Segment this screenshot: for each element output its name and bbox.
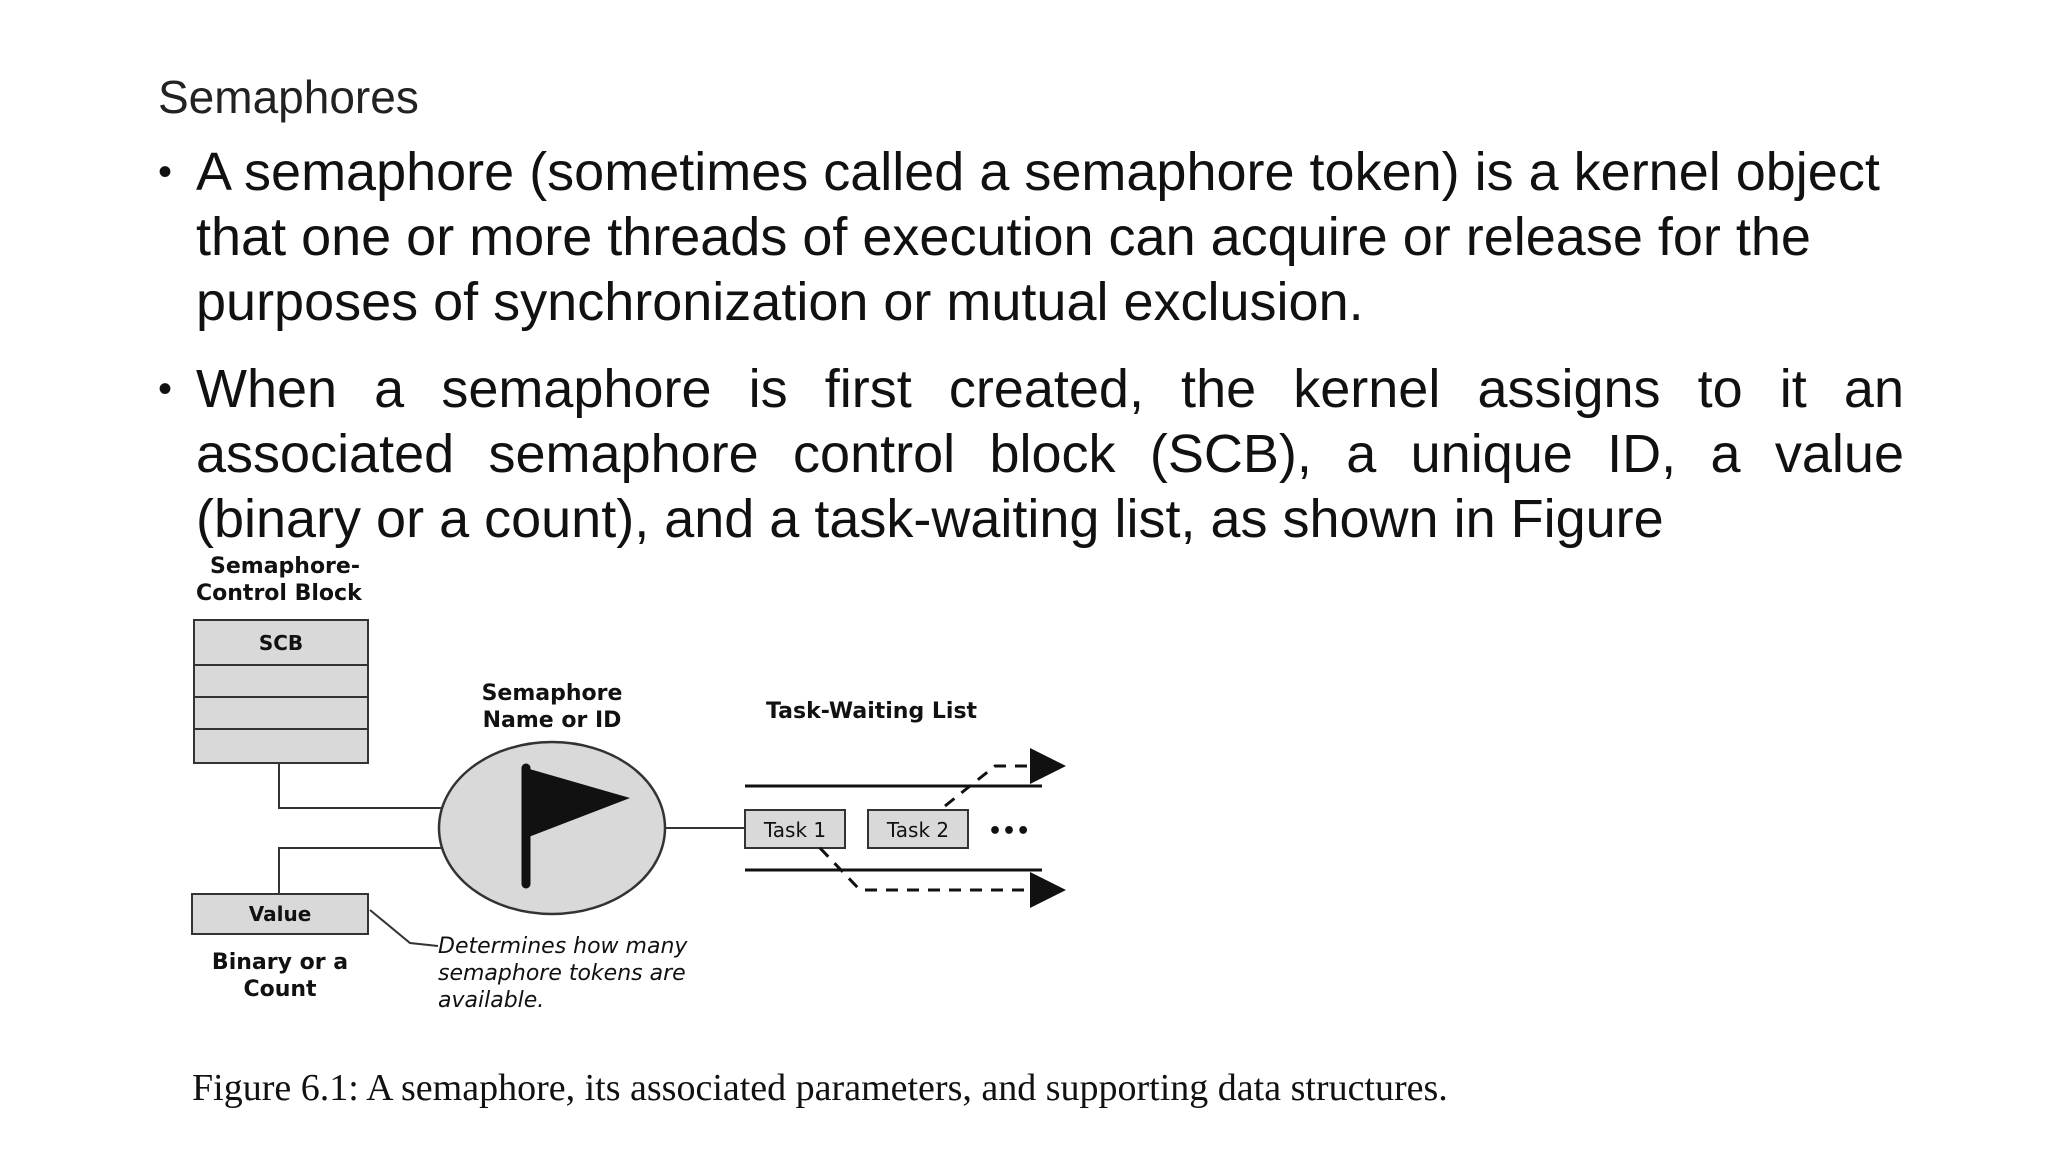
bullet-dot-icon: • (158, 367, 173, 411)
figure-caption: Figure 6.1: A semaphore, its associated parameters, and supporting data structures. (192, 1067, 1448, 1109)
bullet-dot-icon: • (158, 150, 173, 194)
name-label-line2: Name or ID (482, 708, 622, 733)
value-desc-line1: Binary or a (211, 950, 349, 975)
scb-heading-line2: Control Block (196, 581, 362, 606)
task-waiting-list-label: Task-Waiting List (766, 699, 978, 724)
scb-cell (194, 729, 368, 763)
scb-heading-line1: Semaphore- (210, 554, 360, 579)
bullet-list (158, 140, 1904, 574)
bullet-item (158, 357, 1904, 552)
semaphore-diagram (180, 548, 1860, 1118)
scb-cell (194, 697, 368, 729)
scb-cell (194, 665, 368, 697)
annotation-line3: available. (438, 988, 545, 1013)
scb-connector (279, 763, 445, 808)
value-connector (279, 848, 445, 894)
value-label: Value (248, 902, 312, 926)
annotation-line1: Determines how many (438, 934, 688, 959)
semaphore-figure (180, 548, 1860, 1118)
bullet-item (158, 140, 1904, 335)
bullet-text: A semaphore (sometimes called a semaphore token) is a kernel object that one or more threads of execution can acquire or release for the purposes of synchronization or mutual exclusion. (196, 142, 1880, 332)
scb-label: SCB (258, 631, 304, 655)
scb-block (194, 620, 368, 763)
slide-title: Semaphores (158, 71, 419, 123)
ellipsis-icon: ••• (988, 819, 1031, 844)
value-desc-line2: Count (243, 977, 317, 1002)
task1-label: Task 1 (763, 818, 827, 842)
annotation-leader (370, 910, 438, 946)
annotation-line2: semaphore tokens are (438, 961, 686, 986)
name-label-line1: Semaphore (481, 681, 623, 706)
bullet-text: When a semaphore is first created, the kernel assigns to it an associated semaphore control block (SCB), a unique ID, a value (binary or a count), and a task-waiting list, as shown in Figure (196, 359, 1904, 549)
task2-label: Task 2 (886, 818, 950, 842)
